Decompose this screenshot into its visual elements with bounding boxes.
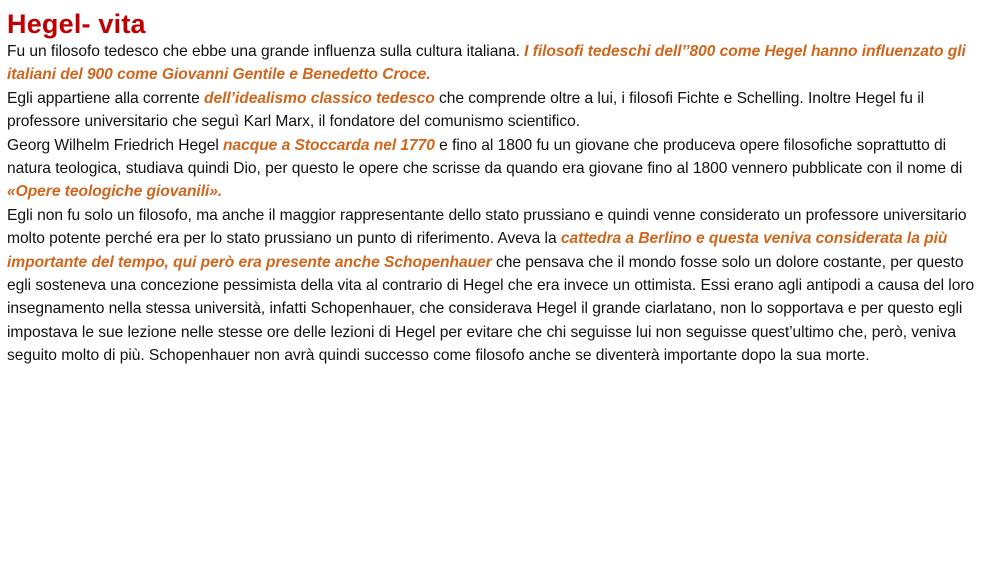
paragraph-text: che comprende oltre a lui, i filosofi Fichte e Schelling. Inoltre Hegel fu il professore universitario che seguì Karl Marx, il fondatore del comunismo scientifico. [7, 89, 925, 131]
paragraph-text: che pensava che il mondo fosse solo un dolore costante, per questo egli sosteneva una concezione pessimista della vita al contrario di Hegel che era invece un ottimista. Essi erano agli antipodi a causa del loro insegnamento nella stessa università, infatti Schopenhauer, che considerava Hegel il grande ciarlatano, non lo sopportava e per questo egli impostava le sue lezione nelle stesse ore delle lezioni di Hegel per evitare che chi seguisse lui non seguisse quest’ultimo che, però, veniva seguito molto di più. Schopenhauer non avrà quindi successo come filosofo anche se diventerà importante dopo la sua morte. [7, 253, 975, 365]
highlight-text: cattedra a Berlino e questa veniva considerata la più importante del tempo, qui però era presente anche Schopenhauer [7, 230, 948, 271]
paragraph-influence [7, 40, 988, 87]
slide-body [7, 40, 988, 368]
highlight-text: nacque a Stoccarda nel 1770 [223, 136, 435, 154]
paragraph-text: Egli non fu solo un filosofo, ma anche il maggior rappresentante dello stato prussiano e quindi venne considerato un professore universitario molto potente perché era per lo stato prussiano un punto di riferimento. Aveva la [7, 206, 967, 248]
paragraph-early-life [7, 134, 988, 204]
highlight-text: dell’idealismo classico tedesco [204, 89, 435, 107]
highlight-text: I filosofi tedeschi dell’’800 come Hegel hanno influenzato gli italiani del 900 come Giovanni Gentile e Benedetto Croce. [7, 43, 966, 84]
highlight-text: «Opere teologiche giovanili». [7, 183, 223, 201]
paragraph-text: Fu un filosofo tedesco che ebbe una grande influenza sulla cultura italiana. [7, 43, 525, 60]
paragraph-text: e fino al 1800 fu un giovane che produceva opere filosofiche soprattutto di natura teologica, studiava quindi Dio, per questo le opere che scrisse da quando era giovane fino al 1800 vennero pubblicate con il nome di [7, 136, 963, 178]
slide-title: Hegel- vita [7, 9, 146, 39]
paragraph-idealism [7, 87, 988, 134]
paragraph-text: Egli appartiene alla corrente [7, 89, 205, 107]
paragraph-berlin [7, 204, 988, 368]
paragraph-text: Georg Wilhelm Friedrich Hegel [7, 136, 224, 154]
